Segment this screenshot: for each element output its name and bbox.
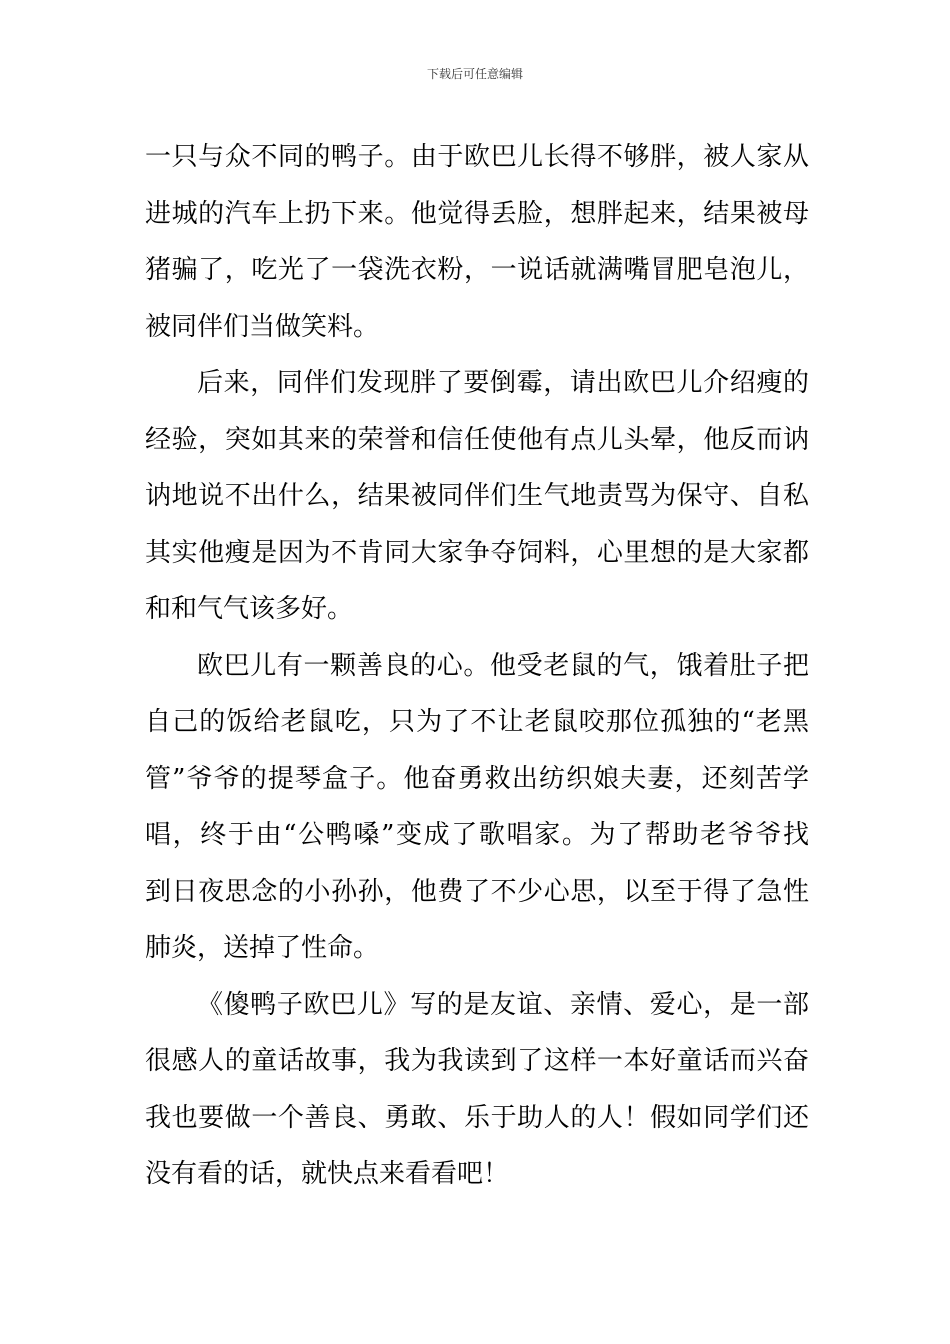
text-line: 一只与众不同的鸭子。由于欧巴儿长得不够胖，被人家从: [145, 142, 809, 172]
paragraph: [145, 977, 809, 1203]
text-line: 猪骗了，吃光了一袋洗衣粉，一说话就满嘴冒肥皂泡儿，: [145, 255, 809, 285]
text-line: 到日夜思念的小孙孙，他费了不少心思，以至于得了急性: [145, 876, 809, 907]
paragraph: [145, 355, 809, 638]
text-line: 很感人的童话故事，我为我读到了这样一本好童话而兴奋: [145, 1046, 809, 1076]
text-line: 讷地说不出什么，结果被同伴们生气地责骂为保守、自私: [145, 481, 809, 511]
paragraph: [145, 129, 809, 355]
text-line: 管”爷爷的提琴盒子。他奋勇救出纺织娘夫妻，还刻苦学: [145, 763, 809, 794]
paragraph: [145, 638, 809, 977]
text-line: 经验，突如其来的荣誉和信任使他有点儿头晕，他反而讷: [145, 424, 809, 455]
page-header: 下载后可任意编辑: [426, 67, 523, 81]
text-line: 和和气气该多好。: [145, 594, 354, 624]
text-line: 《傻鸭子欧巴儿》写的是友谊、亲情、爱心，是一部: [197, 989, 809, 1020]
text-line: 没有看的话，就快点来看看吧！: [145, 1159, 510, 1189]
text-line: 我也要做一个善良、勇敢、乐于助人的人！假如同学们还: [145, 1102, 809, 1133]
text-line: 肺炎，送掉了性命。: [145, 933, 380, 963]
text-line: 被同伴们当做笑料。: [145, 311, 380, 342]
text-line: 欧巴儿有一颗善良的心。他受老鼠的气，饿着肚子把: [197, 650, 809, 681]
text-line: 其实他瘦是因为不肯同大家争夺饲料，心里想的是大家都: [145, 537, 809, 568]
text-line: 唱，终于由“公鸭嗓”变成了歌唱家。为了帮助老爷爷找: [145, 820, 809, 850]
document-body: [145, 129, 809, 1203]
text-line: 自己的饭给老鼠吃，只为了不让老鼠咬那位孤独的“老黑: [145, 707, 809, 737]
text-line: 后来，同伴们发现胖了要倒霉，请出欧巴儿介绍瘦的: [197, 368, 809, 398]
text-line: 进城的汽车上扔下来。他觉得丢脸，想胖起来，结果被母: [145, 198, 809, 229]
